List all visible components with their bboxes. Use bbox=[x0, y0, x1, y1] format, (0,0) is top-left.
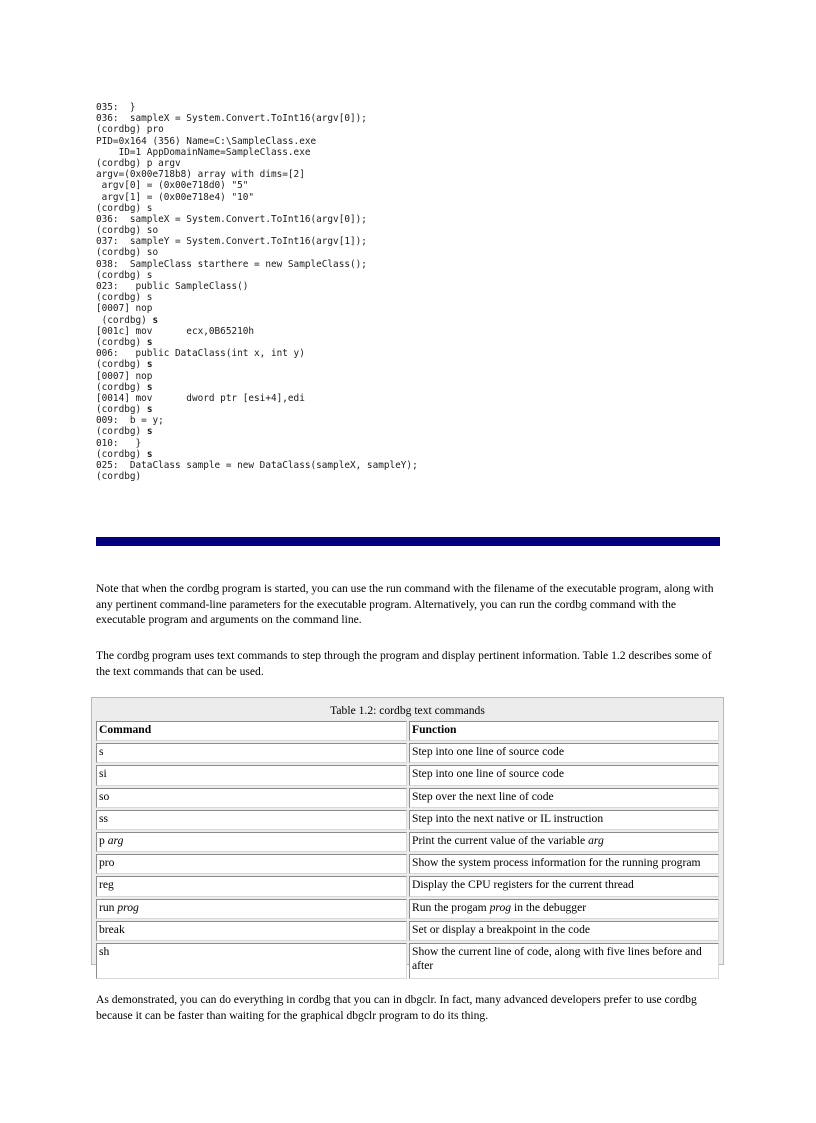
code-bold-command: s bbox=[146, 336, 153, 348]
code-line: (cordbg) s bbox=[96, 292, 153, 304]
function-cell: Print the current value of the variable arg bbox=[409, 832, 719, 852]
table-row bbox=[96, 854, 719, 874]
table-row bbox=[96, 921, 719, 941]
header-function: Function bbox=[409, 721, 719, 741]
command-cell: run prog bbox=[96, 899, 407, 919]
code-line: 036: sampleX = System.Convert.ToInt16(argv[0]); bbox=[96, 213, 367, 225]
paragraph-conclusion: As demonstrated, you can do everything in cordbg that you can in dbgclr. In fact, many advanced developers prefer to use cordbg because it can be faster than waiting for the graphical dbgclr program to do its thing. bbox=[96, 993, 697, 1022]
code-prompt: (cordbg) bbox=[96, 336, 147, 348]
header-command: Command bbox=[96, 721, 407, 741]
command-cell: s bbox=[96, 743, 407, 763]
command-cell: reg bbox=[96, 876, 407, 896]
code-line: 025: DataClass sample = new DataClass(sampleX, sampleY); bbox=[96, 460, 418, 471]
table-row bbox=[96, 943, 719, 979]
code-bold-command: s bbox=[146, 404, 153, 416]
horizontal-rule-bar bbox=[96, 537, 720, 546]
code-bold-command: s bbox=[146, 381, 153, 393]
code-listing bbox=[96, 102, 720, 482]
function-cell: Show the system process information for the running program bbox=[409, 854, 719, 874]
table-header-row bbox=[96, 721, 719, 741]
code-line: 023: public SampleClass() bbox=[96, 281, 249, 292]
code-line: (cordbg) p argv bbox=[96, 157, 181, 169]
commands-table-frame bbox=[91, 697, 724, 973]
function-cell: Show the current line of code, along with five lines before and after bbox=[409, 943, 719, 979]
function-cell: Display the CPU registers for the current thread bbox=[409, 876, 719, 896]
table-row bbox=[96, 765, 719, 785]
function-cell: Run the progam prog in the debugger bbox=[409, 899, 719, 919]
code-line: 010: } bbox=[96, 437, 142, 449]
code-line: [0007] nop bbox=[96, 303, 153, 315]
code-line: (cordbg) s bbox=[96, 269, 153, 281]
code-prompt: (cordbg) bbox=[96, 404, 147, 416]
commands-table bbox=[94, 700, 721, 981]
command-cell: sh bbox=[96, 943, 407, 979]
code-line: argv[0] = (0x00e718d0) "5" bbox=[96, 180, 249, 192]
code-line: [001c] mov ecx,0B65210h bbox=[96, 325, 255, 337]
command-cell: pro bbox=[96, 854, 407, 874]
code-line bbox=[96, 315, 720, 326]
code-line: 036: sampleX = System.Convert.ToInt16(argv[0]); bbox=[96, 113, 367, 125]
code-line: 037: sampleY = System.Convert.ToInt16(argv[1]); bbox=[96, 236, 367, 248]
code-line bbox=[96, 449, 720, 460]
function-cell: Step into one line of source code bbox=[409, 743, 719, 763]
command-cell: break bbox=[96, 921, 407, 941]
code-prompt: (cordbg) bbox=[96, 426, 147, 438]
table-caption: Table 1.2: cordbg text commands bbox=[330, 704, 485, 717]
paragraph-text-commands: The cordbg program uses text commands to step through the program and display pertinent information. Table 1.2 describes some of the text commands that can be used. bbox=[96, 649, 712, 678]
code-line: 006: public DataClass(int x, int y) bbox=[96, 348, 305, 360]
code-line: [0014] mov dword ptr [esi+4],edi bbox=[96, 392, 305, 404]
command-cell: so bbox=[96, 788, 407, 808]
table-row bbox=[96, 810, 719, 830]
code-line: argv=(0x00e718b8) array with dims=[2] bbox=[96, 169, 305, 181]
table-row bbox=[96, 743, 719, 763]
code-prompt: (cordbg) bbox=[96, 381, 147, 393]
code-line: (cordbg) s bbox=[96, 202, 153, 214]
code-bold-command: s bbox=[146, 448, 153, 460]
table-row bbox=[96, 788, 719, 808]
paragraph-run-command: Note that when the cordbg program is started, you can use the run command with the filename of the executable program, along with any pertinent command-line parameters for the executable program. Alternatively, you can run the cordbg command with the executable program and arguments on the command line. bbox=[96, 582, 714, 627]
code-line: (cordbg) so bbox=[96, 247, 159, 259]
code-line: ID=1 AppDomainName=SampleClass.exe bbox=[96, 146, 311, 158]
code-prompt: (cordbg) bbox=[96, 314, 153, 326]
code-line: argv[1] = (0x00e718e4) "10" bbox=[96, 191, 255, 203]
code-line: 035: } bbox=[96, 102, 136, 113]
code-line bbox=[96, 426, 720, 437]
code-line bbox=[96, 337, 720, 348]
code-line: 009: b = y; bbox=[96, 415, 164, 427]
table-row bbox=[96, 876, 719, 896]
code-line: (cordbg) bbox=[96, 471, 142, 483]
code-prompt: (cordbg) bbox=[96, 359, 147, 371]
code-line bbox=[96, 404, 720, 415]
command-cell: p arg bbox=[96, 832, 407, 852]
code-bold-command: s bbox=[146, 426, 153, 438]
table-row bbox=[96, 832, 719, 852]
code-line: (cordbg) pro bbox=[96, 124, 164, 136]
command-cell: si bbox=[96, 765, 407, 785]
table-row bbox=[96, 899, 719, 919]
function-cell: Step into one line of source code bbox=[409, 765, 719, 785]
function-cell: Set or display a breakpoint in the code bbox=[409, 921, 719, 941]
code-prompt: (cordbg) bbox=[96, 448, 147, 460]
code-bold-command: s bbox=[146, 359, 153, 371]
code-line bbox=[96, 359, 720, 370]
function-cell: Step into the next native or IL instruction bbox=[409, 810, 719, 830]
code-line: (cordbg) so bbox=[96, 225, 159, 237]
function-cell: Step over the next line of code bbox=[409, 788, 719, 808]
code-line: [0007] nop bbox=[96, 370, 153, 382]
code-line: 038: SampleClass starthere = new SampleClass(); bbox=[96, 258, 367, 270]
code-bold-command: s bbox=[152, 314, 159, 326]
command-cell: ss bbox=[96, 810, 407, 830]
code-line: PID=0x164 (356) Name=C:\SampleClass.exe bbox=[96, 135, 317, 147]
code-line bbox=[96, 382, 720, 393]
